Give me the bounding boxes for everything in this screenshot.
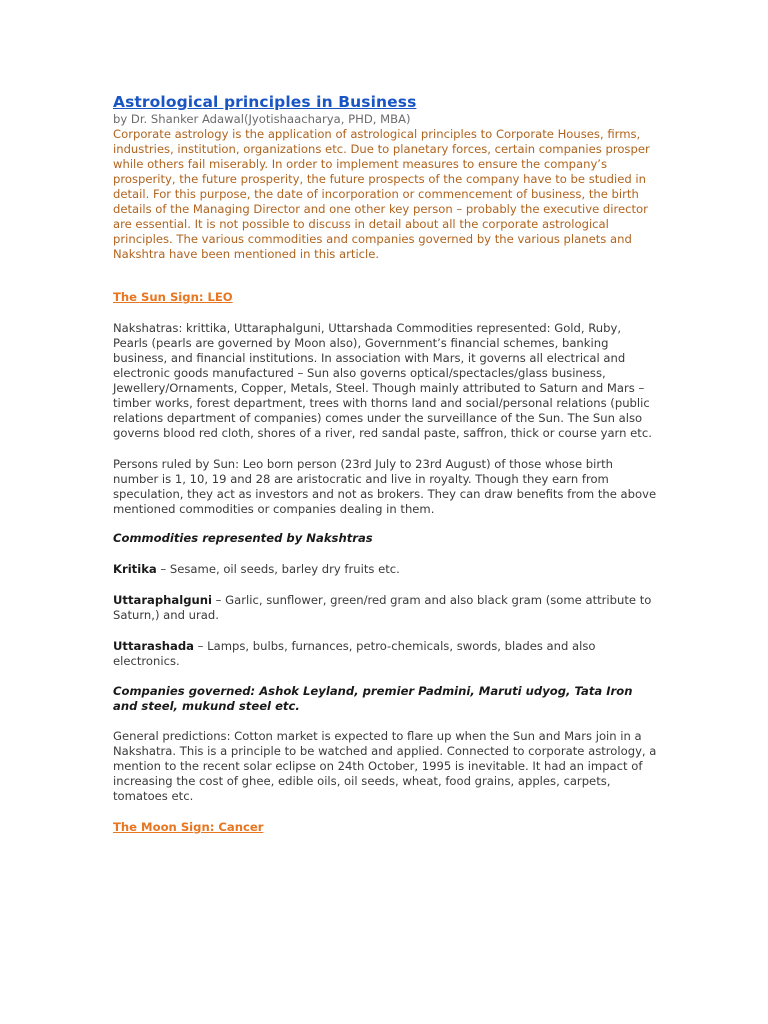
kritika-label: Kritika: [113, 562, 157, 576]
moon-section-heading[interactable]: The Moon Sign: Cancer: [113, 820, 264, 834]
uttaraphalguni-text: – Garlic, sunflower, green/red gram and also black gram (some attribute to Saturn,) and urad.: [113, 593, 652, 622]
uttarashada-label: Uttarashada: [113, 639, 194, 653]
article-byline: by Dr. Shanker Adawal(Jyotishaacharya, PHD, MBA): [113, 112, 411, 126]
article-intro: Corporate astrology is the application of astrological principles to Corporate Houses, firms, industries, institution, organizations etc. Due to planetary forces, certain companies prosper while others fail miserably. In order to implement measures to ensure the company’s prosperity, the future prosperity, the future prospects of the company have to be studied in detail. For this purpose, the date of incorporation or commencement of business, the birth details of the Managing Director and one other key person – probably the executive director are essential. It is not possible to discuss in detail about all the corporate astrological principles. The various commodities and companies governed by the various planets and Nakshtra have been mentioned in this article.: [113, 127, 650, 261]
sun-persons-paragraph: Persons ruled by Sun: Leo born person (23rd July to 23rd August) of those whose birth number is 1, 10, 19 and 28 are aristocratic and live in royalty. Though they earn from speculation, they act as investors and not as brokers. They can draw benefits from the above mentioned commodities or companies dealing in them.: [113, 457, 657, 516]
kritika-paragraph: [113, 562, 658, 577]
uttaraphalguni-paragraph: [113, 593, 658, 623]
uttaraphalguni-label: Uttaraphalguni: [113, 593, 212, 607]
article-title[interactable]: Astrological principles in Business: [113, 93, 417, 111]
uttarashada-paragraph: [113, 639, 658, 669]
sun-nakshatras-paragraph: Nakshatras: krittika, Uttaraphalguni, Uttarshada Commodities represented: Gold, Ruby, Pearls (pearls are governed by Moon also), Government’s financial schemes, banking business, and financial institutions. In association with Mars, it governs all electrical and electronic goods manufactured – Sun also governs optical/spectacles/glass business, Jewellery/Ornaments, Copper, Metals, Steel. Though mainly attributed to Saturn and Mars – timber works, forest department, trees with thorns land and social/personal relations (public relations department of companies) comes under the surveillance of the Sun. The Sun also governs blood red cloth, shores of a river, red sandal paste, saffron, thick or course yarn etc.: [113, 321, 652, 440]
document-page: [113, 92, 658, 835]
kritika-text: – Sesame, oil seeds, barley dry fruits etc.: [156, 562, 400, 576]
general-predictions-paragraph: General predictions: Cotton market is expected to flare up when the Sun and Mars join in a Nakshatra. This is a principle to be watched and applied. Connected to corporate astrology, a mention to the recent solar eclipse on 24th October, 1995 is inevitable. It had an impact of increasing the cost of ghee, edible oils, oil seeds, wheat, food grains, apples, carpets, tomatoes etc.: [113, 729, 657, 803]
sun-section-heading[interactable]: The Sun Sign: LEO: [113, 290, 233, 304]
companies-governed: Companies governed: Ashok Leyland, premier Padmini, Maruti udyog, Tata Iron and steel, mukund steel etc.: [113, 684, 633, 713]
uttarashada-text: – Lamps, bulbs, furnances, petro-chemicals, swords, blades and also electronics.: [113, 639, 596, 668]
commodities-heading: Commodities represented by Nakshtras: [113, 531, 373, 545]
